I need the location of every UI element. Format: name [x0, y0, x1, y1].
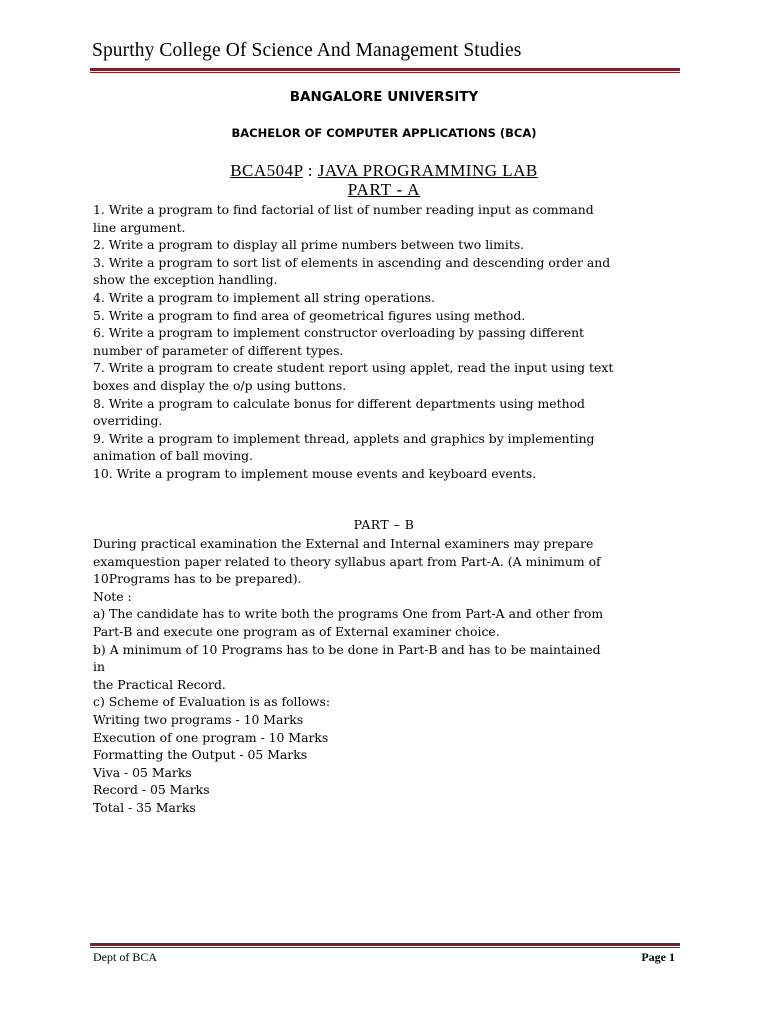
footer-rule-thick: [90, 943, 680, 946]
part-b-line: Total - 35 Marks: [93, 799, 196, 815]
part-b-line: Writing two programs - 10 Marks: [93, 711, 304, 727]
part-a-line: 6. Write a program to implement constructor overloading by passing different: [93, 325, 585, 341]
course-code: BCA504P: [230, 161, 303, 180]
part-a-line: line argument.: [93, 219, 186, 235]
part-a-heading: PART - A: [347, 180, 421, 199]
part-a-line: 2. Write a program to display all prime numbers between two limits.: [93, 237, 525, 253]
part-b-text: [93, 535, 683, 817]
part-b-line: b) A minimum of 10 Programs has to be done in Part-B and has to be maintained: [93, 641, 601, 657]
part-b-line: Execution of one program - 10 Marks: [93, 729, 329, 745]
part-a-line: 4. Write a program to implement all string operations.: [93, 289, 435, 305]
course-separator: :: [303, 161, 318, 180]
degree-name: BACHELOR OF COMPUTER APPLICATIONS (BCA): [231, 126, 537, 140]
header-title: Spurthy College Of Science And Management Studies: [92, 40, 522, 61]
part-a-line: animation of ball moving.: [93, 448, 253, 464]
part-a-line: overriding.: [93, 413, 163, 429]
part-b-line: examquestion paper related to theory syllabus apart from Part-A. (A minimum of: [93, 553, 601, 569]
part-a-line: boxes and display the o/p using buttons.: [93, 377, 347, 393]
part-b-line: During practical examination the External and Internal examiners may prepare: [93, 536, 594, 551]
part-a-line: number of parameter of different types.: [93, 342, 344, 358]
footer-page-number: Page 1: [641, 950, 675, 964]
part-a-line: 7. Write a program to create student report using applet, read the input using text: [93, 360, 614, 376]
part-b-heading: PART – B: [353, 517, 415, 532]
part-b-line: Viva - 05 Marks: [93, 764, 192, 780]
university-name: BANGALORE UNIVERSITY: [289, 89, 479, 105]
part-b-line: a) The candidate has to write both the programs One from Part-A and other from: [93, 606, 604, 622]
part-a-line: 9. Write a program to implement thread, applets and graphics by implementing: [93, 430, 595, 446]
part-b-line: 10Programs has to be prepared).: [93, 571, 302, 587]
course-title: [0, 161, 768, 181]
part-a-line: 5. Write a program to find area of geometrical figures using method.: [93, 307, 526, 323]
part-b-line: Record - 05 Marks: [93, 782, 210, 798]
part-a-line: 8. Write a program to calculate bonus for different departments using method: [93, 395, 585, 411]
part-b-line: Part-B and execute one program as of External examiner choice.: [93, 623, 500, 639]
header-rule-thick: [90, 68, 680, 71]
part-b-line: the Practical Record.: [93, 676, 226, 692]
footer-rule-thin: [90, 947, 680, 948]
part-b-line: Formatting the Output - 05 Marks: [93, 747, 308, 763]
part-a-line: 1. Write a program to find factorial of list of number reading input as command: [93, 202, 594, 217]
part-b-line: in: [93, 659, 105, 675]
part-a-line: 3. Write a program to sort list of elements in ascending and descending order and: [93, 254, 611, 270]
part-a-line: show the exception handling.: [93, 272, 278, 288]
header-rule-thin: [90, 72, 680, 73]
part-a-line: 10. Write a program to implement mouse events and keyboard events.: [93, 465, 537, 481]
part-a-list: [93, 201, 683, 483]
part-b-line: c) Scheme of Evaluation is as follows:: [93, 694, 331, 710]
part-b-line: Note :: [93, 588, 132, 604]
footer-department: Dept of BCA: [93, 950, 157, 964]
course-name: JAVA PROGRAMMING LAB: [317, 161, 538, 180]
